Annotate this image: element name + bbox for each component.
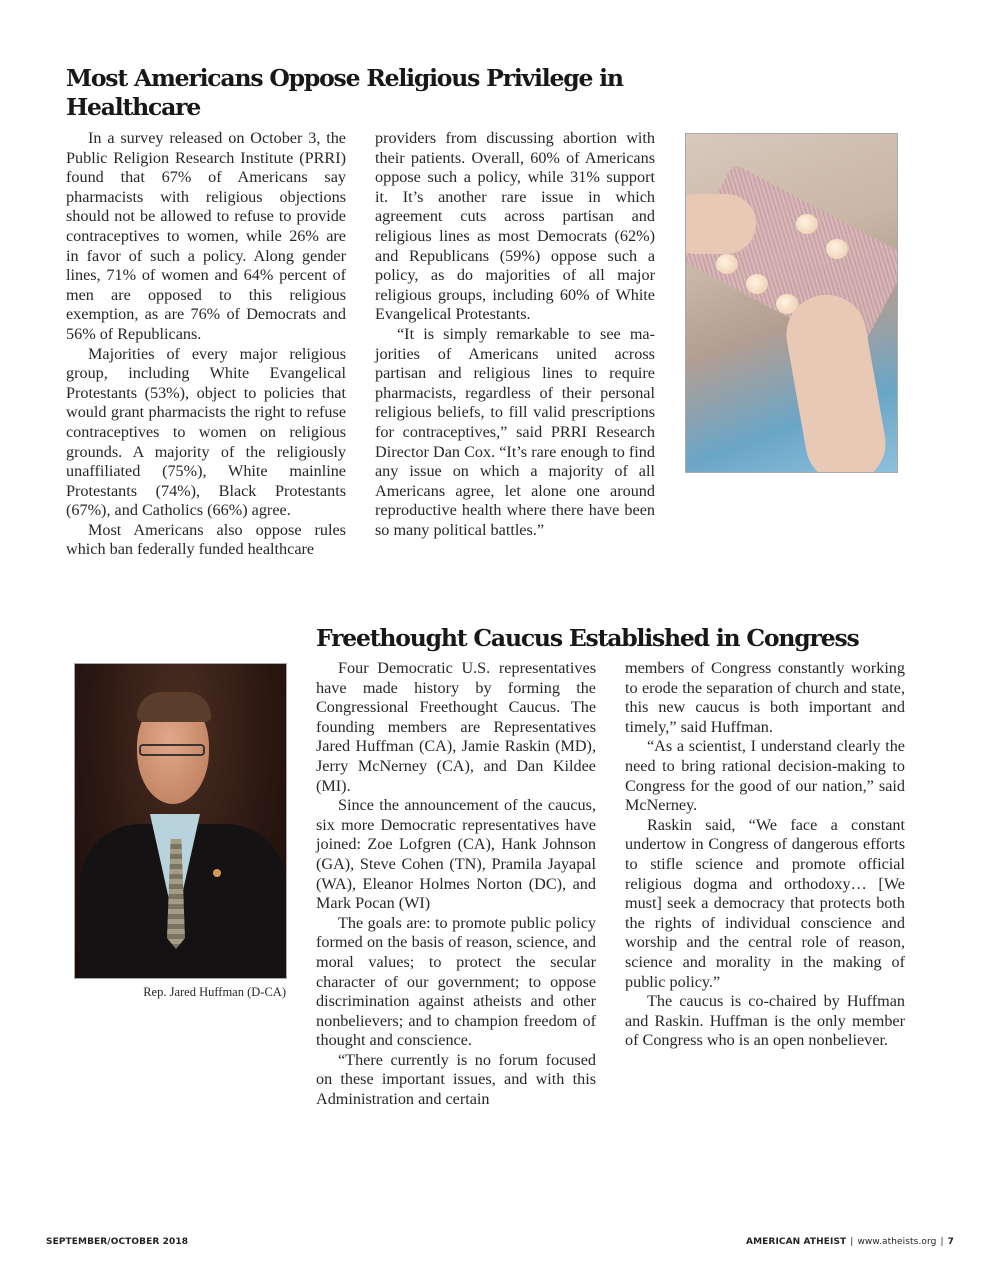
article1-headline-line2: Healthcare xyxy=(66,93,201,121)
paragraph: providers from discussing abortion with their patients. Overall, 60% of Americans oppose such a policy, while 31% support it. It’s another rare issue in which agreement cuts across partisan and religious lines as most Democrats (62%) and Republicans (59%) oppose such a policy, as do majorities of all major religious groups, including 60% of White Evangelical Protestants. xyxy=(375,129,655,324)
footer-separator: | xyxy=(850,1237,854,1247)
paragraph: Raskin said, “We face a constant undertow in Congress of dangerous efforts to stifle science and promote official religious dogma and orthodoxy… [We must] seek a democracy that protects both the rights of individual conscience and worship and the central role of reason, science and morality in the making of public policy.” xyxy=(625,815,905,991)
pill xyxy=(716,254,738,274)
jared-huffman-portrait-photo xyxy=(74,663,287,979)
paragraph: In a survey released on October 3, the Public Religion Research Institute (PRRI) found that 67% of Americans say pharmacists with religious objections should not be allowed to refuse to provide contraceptives to women, while 26% are in favor of such a policy. Along gender lines, 71% of women and 64% percent of men are opposed to this religious exemption, as are 76% of Democrats and 56% of Republicans. xyxy=(66,129,346,343)
photo-caption: Rep. Jared Huffman (D-CA) xyxy=(143,985,286,999)
footer-website-link[interactable]: www.atheists.org xyxy=(857,1237,937,1247)
lapel-pin xyxy=(213,869,221,877)
footer-separator: | xyxy=(940,1237,944,1247)
article2-headline: Freethought Caucus Established in Congress xyxy=(316,624,859,652)
article1-headline xyxy=(66,64,666,122)
footer-issue-date: SEPTEMBER/OCTOBER 2018 xyxy=(46,1237,189,1247)
paragraph: “As a scientist, I understand clearly the need to bring rational decision-making to Congress for the good of our nation,” said McNerney. xyxy=(625,737,905,815)
paragraph: Since the announcement of the caucus, six more Democratic representatives have joined: Zoe Lofgren (CA), Hank Johnson (GA), Steve Cohen (TN), Pramila Jayapal (WA), Eleanor Holmes Norton (DC), and Mark Pocan (WI) xyxy=(316,796,596,913)
hair xyxy=(137,692,211,722)
thumb xyxy=(685,194,756,254)
pill xyxy=(796,214,818,234)
paragraph: members of Congress constantly working to erode the separation of church and state, this new caucus is both important and timely,” said Huffman. xyxy=(625,659,905,736)
paragraph: The caucus is co-chaired by Huffman and Raskin. Huffman is the only member of Congress who is an open nonbeliever. xyxy=(625,992,905,1050)
paragraph: Four Democratic U.S. representatives have made history by forming the Congressional Freethought Caucus. The founding members are Representatives Jared Huffman (CA), Jamie Raskin (MD), Jerry McNerney (CA), and Dan Kildee (MI). xyxy=(316,659,596,795)
paragraph: “It is simply remarkable to see majorities of Americans united across partisan and religious lines to require pharmacists, regardless of their personal religious beliefs, to fill valid prescriptions for contraceptives,” said PRRI Research Director Dan Cox. “It’s rare enough to find any issue on which a majority of all Americans agree, let alone one around reproductive health where there have been so many political battles.” xyxy=(375,324,655,539)
article1-column-2 xyxy=(375,129,655,540)
glasses xyxy=(139,744,205,756)
article1-column-1 xyxy=(66,129,346,560)
article2-column-2 xyxy=(625,659,905,1051)
article2-column-1 xyxy=(316,659,596,1110)
pill xyxy=(746,274,768,294)
paragraph: “There currently is no forum focused on these important issues, and with this Administration and certain xyxy=(316,1050,596,1109)
footer-publication-info xyxy=(746,1237,954,1247)
pill xyxy=(826,239,848,259)
paragraph: Most Americans also oppose rules which ban federally funded healthcare xyxy=(66,520,346,559)
footer-magazine-name: AMERICAN ATHEIST xyxy=(746,1237,847,1247)
article1-headline-line1: Most Americans Oppose Religious Privilege in xyxy=(66,64,623,92)
paragraph: Majorities of every major religious group, including White Evangelical Protestants (53%), object to policies that would grant pharmacists the right to refuse contraceptives to women on religious grounds. A majority of the religiously unaffiliated (75%), White mainline Protestants (74%), Black Protestants (67%), and Catholics (66%) agree. xyxy=(66,344,346,520)
contraceptive-pill-pack-photo xyxy=(685,133,898,473)
paragraph: The goals are: to promote public policy formed on the basis of reason, science, and moral values; to protect the secular character of our government; to oppose discrimination against atheists and other nonbelievers; and to champion freedom of thought and conscience. xyxy=(316,913,596,1050)
page-number: 7 xyxy=(947,1237,954,1247)
